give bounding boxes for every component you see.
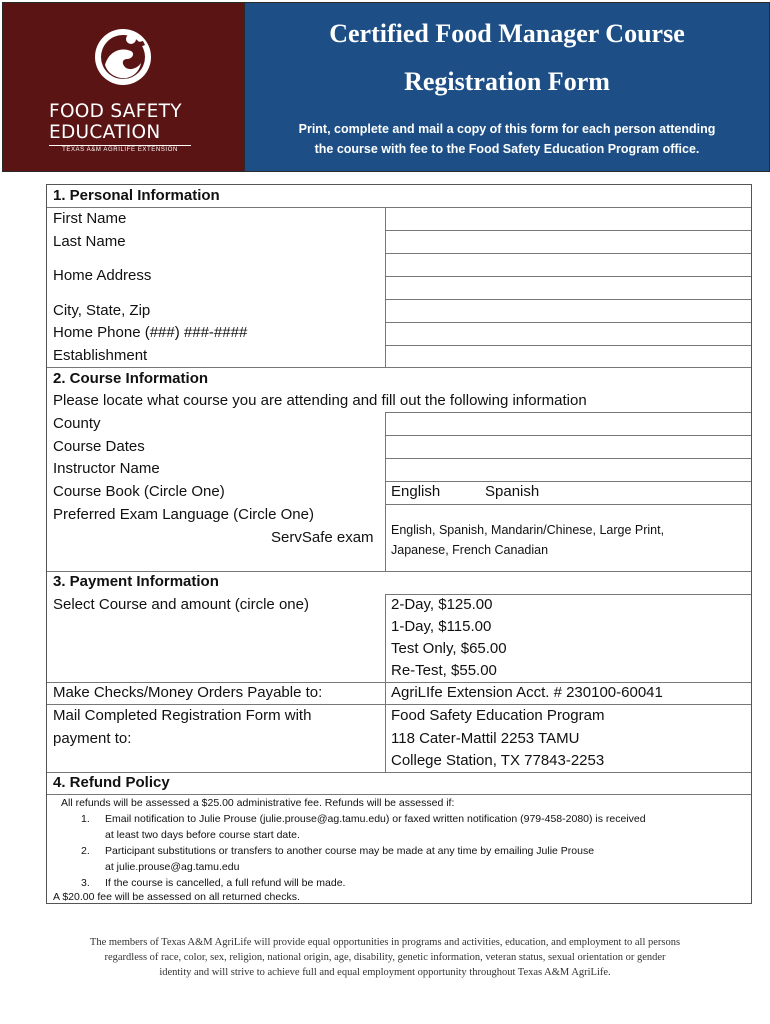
exam-languages-line1[interactable]: English, Spanish, Mandarin/Chinese, Large Print,: [391, 523, 665, 537]
divider: [385, 458, 751, 459]
servsafe-exam-label: ServSafe exam: [271, 529, 374, 546]
section-payment-heading: 3. Payment Information: [53, 573, 219, 590]
refund-intro: All refunds will be assessed a $25.00 administrative fee. Refunds will be assessed if:: [61, 797, 455, 809]
course-option-retest[interactable]: Re-Test, $55.00: [391, 662, 497, 679]
logo-tagline: TEXAS A&M AGRILIFE EXTENSION: [62, 147, 178, 153]
last-name-label: Last Name: [53, 233, 126, 250]
mail-address-line2: 118 Cater-Mattil 2253 TAMU: [391, 730, 580, 747]
course-instruction: Please locate what course you are attending and fill out the following information: [53, 392, 587, 409]
exam-languages-line2[interactable]: Japanese, French Canadian: [391, 543, 549, 557]
logo-text-line1: FOOD SAFETY: [49, 101, 182, 122]
refund-item3-number: 3.: [81, 877, 90, 889]
logo-divider: [49, 145, 191, 146]
mail-to-label-line1: Mail Completed Registration Form with: [53, 707, 312, 724]
payable-to-value: AgriLIfe Extension Acct. # 230100-60041: [391, 684, 663, 701]
mail-address-line3: College Station, TX 77843-2253: [391, 752, 605, 769]
course-book-label: Course Book (Circle One): [53, 483, 225, 500]
select-course-label: Select Course and amount (circle one): [53, 596, 309, 613]
form-header: [0, 0, 770, 173]
title-banner: [244, 2, 770, 172]
book-option-spanish[interactable]: Spanish: [485, 483, 540, 500]
section-course-heading: 2. Course Information: [53, 370, 209, 387]
section-refund-heading: 4. Refund Policy: [53, 774, 170, 791]
footer-line1: The members of Texas A&M AgriLife will provide equal opportunities in programs and activities, education, and employment to all persons: [89, 937, 681, 948]
column-divider: [385, 207, 386, 367]
page-title-line1: Certified Food Manager Course: [329, 19, 685, 48]
divider: [385, 322, 751, 323]
food-safety-logo: [2, 2, 244, 172]
payable-to-label: Make Checks/Money Orders Payable to:: [53, 684, 323, 701]
mail-address-line1: Food Safety Education Program: [391, 707, 605, 724]
page-title-line2: Registration Form: [404, 67, 610, 96]
logo-text-line2: EDUCATION: [49, 122, 161, 143]
refund-item3-line1: If the course is cancelled, a full refund will be made.: [105, 877, 346, 889]
refund-item1-line2: at least two days before course start date.: [105, 829, 300, 841]
footer-line2: regardless of race, color, sex, religion, national origin, age, disability, genetic information, veteran status, sexual orientation or gender: [104, 952, 666, 963]
course-option-test-only[interactable]: Test Only, $65.00: [391, 640, 507, 657]
refund-item2-line1: Participant substitutions or transfers to another course may be made at any time by emailing Julie Prouse: [105, 845, 595, 857]
divider: [385, 276, 751, 277]
returned-checks-note: A $20.00 fee will be assessed on all returned checks.: [53, 891, 300, 903]
exam-language-label: Preferred Exam Language (Circle One): [53, 506, 314, 523]
footer-line3: identity and will strive to achieve full and equal employment opportunity throughout Texas A&M AgriLife.: [159, 967, 611, 978]
divider: [385, 435, 751, 436]
column-divider: [385, 412, 386, 572]
divider: [385, 345, 751, 346]
divider: [385, 253, 751, 254]
county-label: County: [53, 415, 101, 432]
instructions-line1: Print, complete and mail a copy of this form for each person attending: [298, 122, 716, 136]
instructor-name-label: Instructor Name: [53, 460, 160, 477]
course-option-1day[interactable]: 1-Day, $115.00: [391, 618, 492, 635]
section-personal-heading: 1. Personal Information: [53, 187, 220, 204]
instructions-line2: the course with fee to the Food Safety Education Program office.: [314, 142, 700, 156]
mail-to-label-line2: payment to:: [53, 730, 132, 747]
establishment-label: Establishment: [53, 347, 148, 364]
course-dates-label: Course Dates: [53, 438, 145, 455]
divider: [385, 412, 751, 413]
hands-emblem-icon: [87, 21, 159, 93]
divider: [47, 207, 751, 208]
home-address-label: Home Address: [53, 267, 152, 284]
divider: [385, 504, 751, 505]
book-option-english[interactable]: English: [391, 483, 441, 500]
first-name-label: First Name: [53, 210, 127, 227]
refund-item1-line1: Email notification to Julie Prouse (julie.prouse@ag.tamu.edu) or faxed written notification (979-458-2080) is received: [105, 813, 646, 825]
refund-item2-line2: at julie.prouse@ag.tamu.edu: [105, 861, 240, 873]
course-option-2day[interactable]: 2-Day, $125.00: [391, 596, 493, 613]
column-divider: [385, 594, 386, 772]
divider: [385, 299, 751, 300]
city-state-zip-label: City, State, Zip: [53, 302, 151, 319]
registration-table: [46, 184, 752, 904]
refund-item1-number: 1.: [81, 813, 90, 825]
home-phone-label: Home Phone (###) ###-####: [53, 324, 248, 341]
refund-item2-number: 2.: [81, 845, 90, 857]
divider: [385, 230, 751, 231]
